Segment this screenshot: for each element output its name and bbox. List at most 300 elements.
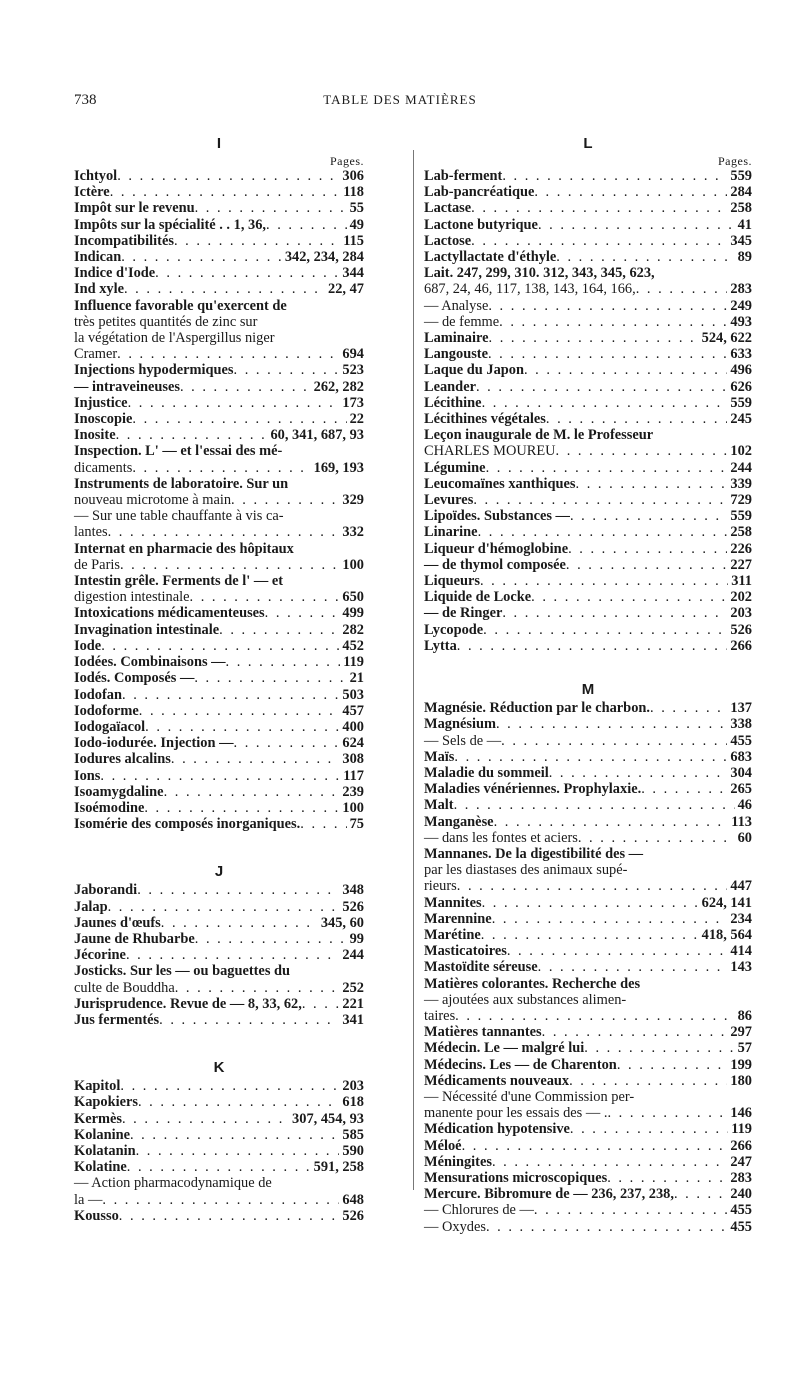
- entry-text: Méloé: [424, 1137, 462, 1154]
- dot-leader: [502, 605, 727, 621]
- dot-leader: [122, 1111, 289, 1127]
- index-entry: [74, 963, 364, 979]
- index-entry: [424, 765, 752, 781]
- entry-text: Jaborandi: [74, 882, 138, 899]
- entry-pages: 306: [342, 168, 364, 184]
- entry-text: Maladie du sommeil: [424, 764, 549, 781]
- dot-leader: [234, 362, 340, 378]
- dot-leader: [122, 687, 339, 703]
- index-entry: [74, 265, 364, 281]
- entry-text: — Nécessité d'une Commission per-: [424, 1088, 635, 1105]
- index-entry: [74, 541, 364, 557]
- index-entry: [74, 346, 364, 362]
- index-entry: [424, 492, 752, 508]
- index-entry: [74, 1175, 364, 1191]
- index-entry: [424, 1121, 752, 1137]
- index-entry: [424, 476, 752, 492]
- index-entry: [424, 943, 752, 959]
- entry-text: Médicaments nouveaux: [424, 1072, 570, 1089]
- entry-pages: 308: [342, 751, 364, 768]
- index-entry: [74, 638, 364, 654]
- entry-pages: 624, 141: [701, 894, 752, 911]
- index-entry: [74, 622, 364, 638]
- index-entry: [424, 330, 752, 346]
- dot-leader: [454, 749, 727, 765]
- entry-pages: 311: [731, 573, 752, 590]
- entry-text: Impôt sur le revenu: [74, 200, 195, 217]
- entry-pages: 559: [730, 508, 752, 525]
- index-entry: [74, 314, 364, 330]
- index-entry: [424, 346, 752, 362]
- dot-leader: [219, 622, 339, 638]
- entry-text: Lactyllactate d'éthyle: [424, 249, 557, 266]
- index-entry: [424, 895, 752, 911]
- entry-pages: 118: [343, 184, 364, 201]
- index-entry: [424, 622, 752, 638]
- entry-pages: 89: [737, 249, 752, 266]
- dot-leader: [488, 346, 727, 362]
- entry-text: Matières tannantes: [424, 1024, 542, 1041]
- entry-pages: 49: [349, 216, 364, 233]
- left-column: [74, 134, 364, 1224]
- index-entry: [74, 1208, 364, 1224]
- dot-leader: [139, 703, 340, 719]
- entry-text: Laque du Japon: [424, 362, 524, 379]
- dot-leader: [101, 638, 339, 654]
- entry-pages: 266: [730, 1137, 752, 1154]
- index-entry: [74, 330, 364, 346]
- entry-pages: 524, 622: [701, 330, 752, 347]
- index-entry: [424, 573, 752, 589]
- entry-text: Leander: [424, 378, 476, 395]
- index-entry: [424, 1057, 752, 1073]
- entry-text: Internat en pharmacie des hôpitaux: [74, 540, 294, 557]
- page-number: 738: [74, 92, 97, 108]
- index-entry: [424, 362, 752, 378]
- entry-pages: 345: [730, 232, 752, 249]
- dot-leader: [473, 492, 727, 508]
- index-entry: [74, 670, 364, 686]
- entry-text: Lipoïdes. Substances —: [424, 508, 570, 525]
- dot-leader: [116, 427, 268, 443]
- dot-leader: [492, 1154, 727, 1170]
- index-section-k: [74, 1058, 364, 1224]
- dot-leader: [546, 411, 728, 427]
- index-section-j: [74, 862, 364, 1028]
- entry-text: Liqueurs: [424, 573, 480, 590]
- entry-text: Lécithine: [424, 394, 482, 411]
- entry-text: Mannites: [424, 894, 482, 911]
- entry-pages: 683: [730, 748, 752, 765]
- entry-pages: 247: [730, 1153, 752, 1170]
- entry-text: — Action pharmacodynamique de: [74, 1175, 272, 1192]
- entry-pages: 493: [730, 313, 752, 330]
- index-entry: [424, 830, 752, 846]
- entry-pages: 199: [730, 1056, 752, 1073]
- entry-pages: 523: [342, 362, 364, 379]
- entry-text: Mannanes. De la digestibilité des —: [424, 845, 644, 862]
- entry-text: Lab-ferment: [424, 168, 503, 184]
- index-entry: [74, 589, 364, 605]
- index-entry: [74, 687, 364, 703]
- entry-text: Jus fermentés: [74, 1011, 160, 1028]
- index-entry: [424, 1105, 752, 1121]
- dot-leader: [607, 1170, 727, 1186]
- index-entry: [74, 800, 364, 816]
- entry-pages: 496: [730, 362, 752, 379]
- entry-text: Indice d'Iode: [74, 265, 156, 282]
- entry-pages: 244: [342, 947, 364, 964]
- index-entry: [424, 281, 752, 297]
- index-entry: [74, 703, 364, 719]
- index-entry: [424, 911, 752, 927]
- dot-leader: [524, 362, 727, 378]
- index-entry: [74, 980, 364, 996]
- entry-text: très petites quantités de zinc sur: [74, 313, 258, 330]
- index-entry: [74, 1143, 364, 1159]
- entry-pages: 344: [342, 265, 364, 282]
- entry-pages: 626: [730, 378, 752, 395]
- index-entry: [74, 492, 364, 508]
- entry-pages: 455: [730, 1202, 752, 1219]
- dot-leader: [480, 573, 728, 589]
- entry-text: Jaunes d'œufs: [74, 914, 161, 931]
- entry-text: Maladies vénériennes. Prophylaxie.: [424, 781, 642, 798]
- index-entry: [74, 460, 364, 476]
- entry-text: Leucomaïnes xanthiques: [424, 475, 576, 492]
- entry-pages: 499: [342, 605, 364, 622]
- entry-pages: 633: [730, 346, 752, 363]
- entry-text: Lait. 247, 299, 310. 312, 343, 345, 623,: [424, 265, 655, 282]
- index-entry: [424, 1008, 752, 1024]
- dot-leader: [159, 1012, 339, 1028]
- index-entry: [424, 781, 752, 797]
- index-entry: [74, 379, 364, 395]
- dot-leader: [108, 899, 340, 915]
- entry-text: Impôts sur la spécialité . . 1, 36,: [74, 216, 267, 233]
- entry-text: CHARLES MOUREU: [424, 443, 556, 460]
- dot-leader: [538, 959, 728, 975]
- index-entry: [74, 281, 364, 297]
- dot-leader: [226, 654, 341, 670]
- entry-text: Kapokiers: [74, 1094, 138, 1111]
- index-entry: [74, 217, 364, 233]
- index-entry: [424, 541, 752, 557]
- dot-leader: [190, 589, 340, 605]
- index-entry: [74, 915, 364, 931]
- entry-pages: 452: [342, 637, 364, 654]
- entry-text: par les diastases des animaux supé-: [424, 862, 628, 879]
- entry-text: Lactose: [424, 232, 472, 249]
- index-entry: [424, 749, 752, 765]
- entry-text: Linarine: [424, 524, 478, 541]
- index-entry: [74, 816, 364, 832]
- entry-text: Isoamygdaline: [74, 783, 164, 800]
- index-entry: [424, 460, 752, 476]
- entry-pages: 266: [730, 637, 752, 654]
- index-entry: [74, 1094, 364, 1110]
- dot-leader: [126, 947, 339, 963]
- entry-pages: 100: [342, 799, 364, 816]
- dot-leader: [100, 768, 340, 784]
- entry-text: Lab-pancréatique: [424, 184, 535, 201]
- entry-text: la —: [74, 1191, 103, 1208]
- dot-leader: [145, 719, 339, 735]
- dot-leader: [486, 460, 728, 476]
- index-entry: [424, 557, 752, 573]
- entry-text: rieurs: [424, 878, 457, 895]
- dot-leader: [138, 1094, 339, 1110]
- dot-leader: [102, 1192, 339, 1208]
- entry-pages: 284: [730, 184, 752, 201]
- index-entry: [74, 768, 364, 784]
- dot-leader: [486, 1219, 727, 1235]
- index-entry: [424, 1154, 752, 1170]
- dot-leader: [132, 411, 346, 427]
- dot-leader: [164, 784, 340, 800]
- dot-leader: [127, 1159, 311, 1175]
- entry-pages: 345, 60: [320, 914, 364, 931]
- index-entry: [424, 638, 752, 654]
- entry-text: Instruments de laboratoire. Sur un: [74, 475, 289, 492]
- dot-leader: [171, 751, 340, 767]
- entry-pages: 55: [349, 200, 364, 217]
- index-entry: [424, 395, 752, 411]
- entry-pages: 143: [730, 959, 752, 976]
- dot-leader: [507, 943, 728, 959]
- dot-leader: [120, 1078, 339, 1094]
- entry-text: Jécorine: [74, 947, 126, 964]
- entry-pages: 102: [730, 443, 752, 460]
- entry-text: Iodofan: [74, 686, 122, 703]
- index-entry: [74, 605, 364, 621]
- entry-text: Kousso: [74, 1207, 119, 1224]
- dot-leader: [542, 1024, 728, 1040]
- index-section-i: [74, 134, 364, 832]
- entry-text: Ions: [74, 767, 101, 784]
- index-entry: [74, 233, 364, 249]
- entry-text: Jurisprudence. Revue de — 8, 33, 62,: [74, 995, 302, 1012]
- entry-pages: 115: [343, 232, 364, 249]
- dot-leader: [481, 927, 699, 943]
- index-entry: [74, 476, 364, 492]
- entry-text: Liqueur d'hémoglobine: [424, 540, 569, 557]
- entry-pages: 591, 258: [313, 1159, 364, 1176]
- index-entry: [424, 249, 752, 265]
- entry-pages: 86: [737, 1007, 752, 1024]
- dot-leader: [119, 1208, 340, 1224]
- entry-text: Kolatanin: [74, 1142, 136, 1159]
- entry-text: de Paris: [74, 556, 120, 573]
- entry-pages: 526: [342, 1207, 364, 1224]
- index-entry: [74, 508, 364, 524]
- entry-pages: 240: [730, 1186, 752, 1203]
- entry-text: Marennine: [424, 910, 492, 927]
- index-entry: [424, 443, 752, 459]
- entry-pages: 173: [342, 394, 364, 411]
- entry-text: — Analyse: [424, 297, 489, 314]
- dot-leader: [137, 882, 339, 898]
- entry-text: 687, 24, 46, 117, 138, 143, 164, 166,: [424, 281, 636, 298]
- dot-leader: [180, 379, 311, 395]
- dot-leader: [300, 816, 346, 832]
- entry-text: Kermès: [74, 1110, 122, 1127]
- entry-pages: 329: [342, 492, 364, 509]
- dot-leader: [501, 733, 727, 749]
- index-entry: [74, 411, 364, 427]
- index-entry: [74, 719, 364, 735]
- entry-pages: 41: [737, 216, 752, 233]
- index-entry: [424, 716, 752, 732]
- entry-text: Influence favorable qu'exercent de: [74, 297, 287, 314]
- index-entry: [424, 1219, 752, 1235]
- entry-text: Ind xyle: [74, 281, 124, 298]
- dot-leader: [110, 184, 341, 200]
- entry-text: Iodogaïacol: [74, 718, 146, 735]
- dot-leader: [538, 217, 735, 233]
- index-entry: [74, 573, 364, 589]
- column-divider: [413, 150, 414, 1190]
- entry-pages: 332: [342, 524, 364, 541]
- entry-text: Jaune de Rhubarbe: [74, 930, 195, 947]
- entry-pages: 137: [730, 700, 752, 717]
- entry-pages: 729: [730, 492, 752, 509]
- entry-pages: 57: [737, 1040, 752, 1057]
- index-entry: [424, 733, 752, 749]
- entry-text: Mercure. Bibromure de — 236, 237, 238,: [424, 1186, 674, 1203]
- dot-leader: [128, 395, 340, 411]
- index-entry: [424, 265, 752, 281]
- dot-leader: [482, 895, 699, 911]
- entry-text: Lécithines végétales: [424, 411, 546, 428]
- entry-pages: 455: [730, 1218, 752, 1235]
- entry-text: taires: [424, 1007, 456, 1024]
- entry-text: — Sur une table chauffante à vis ca-: [74, 508, 284, 525]
- entry-text: Iodées. Combinaisons —: [74, 654, 226, 671]
- entry-text: — de Ringer: [424, 605, 503, 622]
- index-entry: [424, 508, 752, 524]
- entry-text: — ajoutées aux substances alimen-: [424, 991, 627, 1008]
- dot-leader: [454, 797, 735, 813]
- entry-pages: 526: [730, 621, 752, 638]
- index-entry: [74, 168, 364, 184]
- index-entry: [424, 814, 752, 830]
- index-entry: [424, 411, 752, 427]
- index-entry: [424, 524, 752, 540]
- dot-leader: [636, 281, 728, 297]
- entry-text: — intraveineuses: [74, 378, 180, 395]
- section-letter: M: [581, 681, 595, 699]
- dot-leader: [144, 800, 339, 816]
- dot-leader: [534, 1202, 727, 1218]
- entry-text: Laminaire: [424, 330, 489, 347]
- index-entry: [424, 379, 752, 395]
- entry-pages: 119: [731, 1121, 752, 1138]
- entry-text: — Chlorures de —: [424, 1202, 534, 1219]
- entry-text: digestion intestinale: [74, 589, 190, 606]
- index-entry: [74, 735, 364, 751]
- dot-leader: [584, 1040, 734, 1056]
- entry-text: Ictère: [74, 184, 110, 201]
- entry-text: Injustice: [74, 394, 128, 411]
- entry-text: Matières colorantes. Recherche des: [424, 975, 641, 992]
- index-entry: [424, 862, 752, 878]
- entry-pages: 455: [730, 732, 752, 749]
- entry-pages: 234: [730, 910, 752, 927]
- entry-pages: 618: [342, 1094, 364, 1111]
- dot-leader: [566, 557, 728, 573]
- entry-pages: 341: [342, 1011, 364, 1028]
- index-entry: [74, 784, 364, 800]
- index-entry: [74, 184, 364, 200]
- entry-text: Médecins. Les — de Charenton: [424, 1056, 617, 1073]
- dot-leader: [556, 249, 734, 265]
- entry-pages: 146: [730, 1105, 752, 1122]
- entry-pages: 203: [342, 1078, 364, 1095]
- entry-pages: 526: [342, 898, 364, 915]
- entry-pages: 180: [730, 1072, 752, 1089]
- dot-leader: [489, 330, 699, 346]
- entry-pages: 304: [730, 764, 752, 781]
- entry-text: Malt: [424, 797, 454, 814]
- dot-leader: [617, 1057, 728, 1073]
- index-entry: [424, 1089, 752, 1105]
- dot-leader: [576, 476, 728, 492]
- dot-leader: [132, 460, 310, 476]
- dot-leader: [194, 670, 346, 686]
- entry-text: Liquide de Locke: [424, 589, 532, 606]
- index-entry: [424, 314, 752, 330]
- dot-leader: [130, 1127, 339, 1143]
- dot-leader: [174, 233, 340, 249]
- dot-leader: [471, 200, 727, 216]
- dot-leader: [462, 1138, 728, 1154]
- entry-text: culte de Bouddha: [74, 979, 175, 996]
- index-entry: [424, 605, 752, 621]
- running-title: TABLE DES MATIÈRES: [323, 92, 477, 107]
- index-entry: [74, 654, 364, 670]
- entry-text: — dans les fontes et aciers: [424, 829, 578, 846]
- entry-pages: 252: [342, 979, 364, 996]
- entry-pages: 414: [730, 943, 752, 960]
- index-entry: [74, 200, 364, 216]
- index-entry: [424, 959, 752, 975]
- index-section-m: [424, 680, 752, 1235]
- index-entry: [74, 1012, 364, 1028]
- dot-leader: [471, 233, 727, 249]
- entry-pages: 348: [342, 882, 364, 899]
- entry-pages: 503: [342, 686, 364, 703]
- entry-pages: 339: [730, 475, 752, 492]
- index-entry: [74, 1078, 364, 1094]
- entry-text: Invagination intestinale: [74, 621, 220, 638]
- entry-text: lantes: [74, 524, 108, 541]
- entry-pages: 249: [730, 297, 752, 314]
- dot-leader: [234, 735, 340, 751]
- entry-text: Marétine: [424, 926, 481, 943]
- entry-pages: 46: [737, 797, 752, 814]
- index-entry: [424, 200, 752, 216]
- entry-pages: 400: [342, 718, 364, 735]
- index-entry: [424, 1138, 752, 1154]
- index-entry: [74, 751, 364, 767]
- entry-text: Lactone butyrique: [424, 216, 538, 233]
- entry-pages: 282: [342, 621, 364, 638]
- dot-leader: [483, 622, 727, 638]
- dot-leader: [488, 298, 727, 314]
- index-entry: [424, 217, 752, 233]
- entry-pages: 307, 454, 93: [292, 1110, 364, 1127]
